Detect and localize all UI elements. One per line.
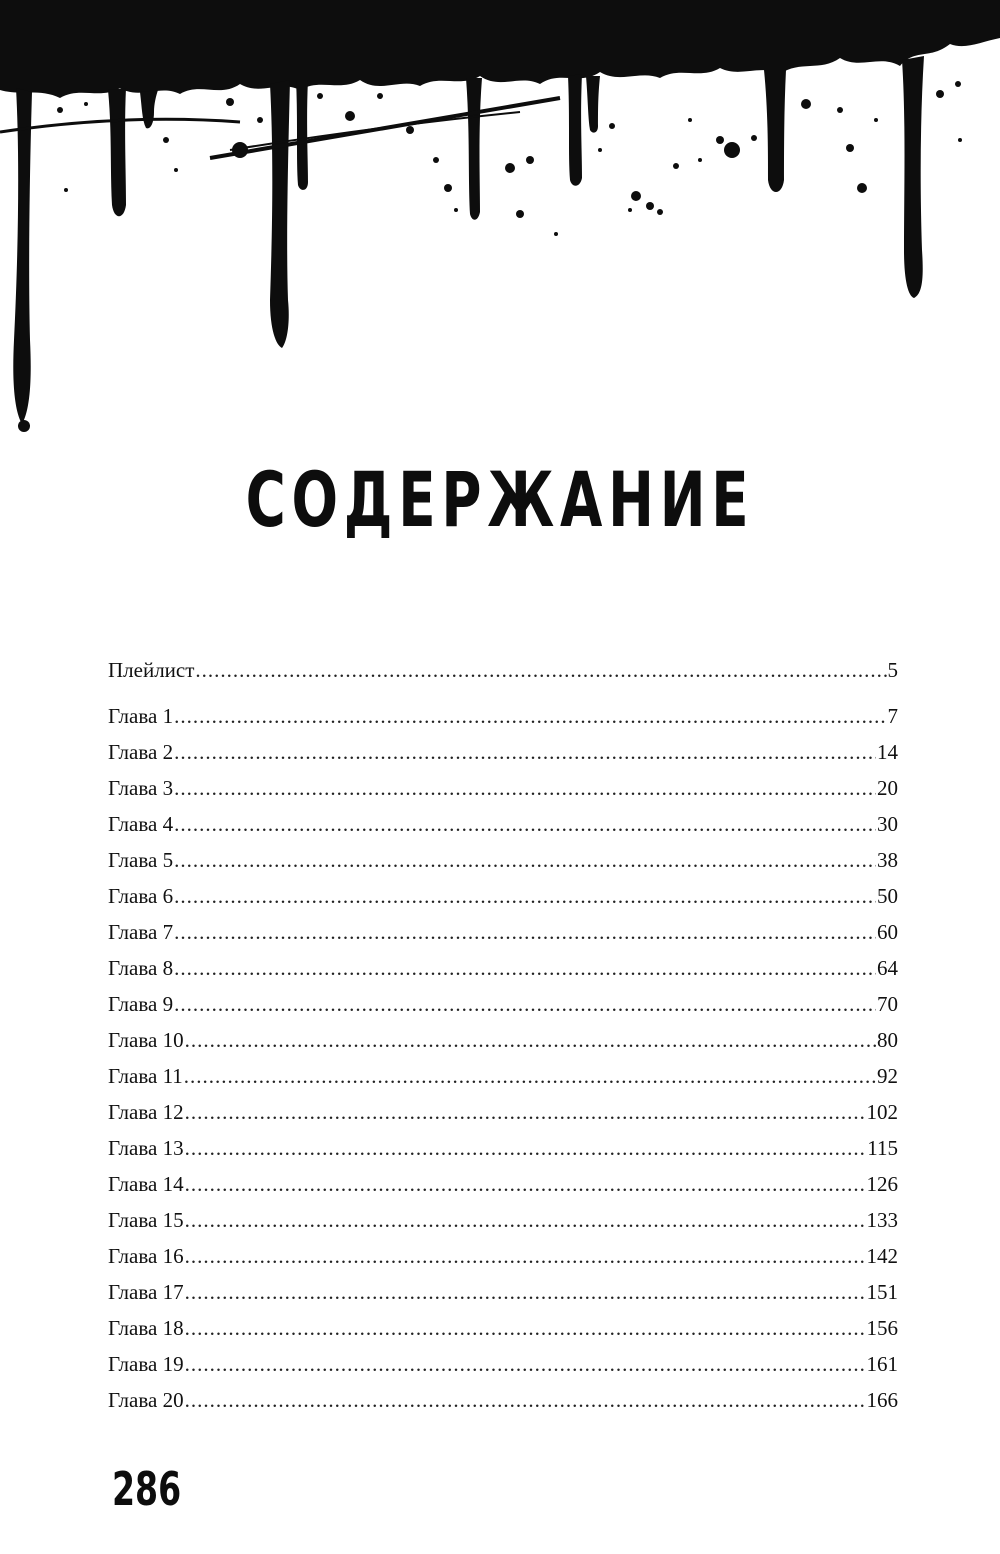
toc-page-number: 20 bbox=[877, 776, 898, 800]
toc-leader-dots bbox=[185, 1310, 866, 1346]
toc-row bbox=[108, 770, 898, 806]
toc-leader-dots bbox=[185, 1274, 866, 1310]
toc-leader-dots bbox=[174, 842, 876, 878]
toc-leader-dots bbox=[174, 986, 876, 1022]
toc-page-number: 5 bbox=[887, 658, 898, 682]
toc-label: Глава 6 bbox=[108, 884, 174, 908]
toc-page-number: 70 bbox=[877, 992, 898, 1016]
toc-page-number: 166 bbox=[866, 1388, 898, 1412]
toc-label: Глава 4 bbox=[108, 812, 174, 836]
toc-row bbox=[108, 878, 898, 914]
toc-label: Глава 9 bbox=[108, 992, 174, 1016]
toc-label: Глава 16 bbox=[108, 1244, 184, 1268]
page-title: СОДЕРЖАНИЕ bbox=[245, 455, 755, 544]
toc-leader-dots bbox=[184, 1058, 876, 1094]
toc-page-number: 151 bbox=[866, 1280, 898, 1304]
toc-label: Глава 17 bbox=[108, 1280, 184, 1304]
toc-row bbox=[108, 1238, 898, 1274]
toc-label: Глава 14 bbox=[108, 1172, 184, 1196]
toc-row bbox=[108, 1130, 898, 1166]
toc-leader-dots bbox=[185, 1346, 866, 1382]
toc-leader-dots bbox=[174, 734, 876, 770]
toc-label: Глава 13 bbox=[108, 1136, 184, 1160]
toc-label: Глава 11 bbox=[108, 1064, 183, 1088]
toc-label: Глава 10 bbox=[108, 1028, 184, 1052]
toc-leader-dots bbox=[174, 950, 876, 986]
toc-page-number: 50 bbox=[877, 884, 898, 908]
toc-leader-dots bbox=[174, 698, 886, 734]
toc-page-number: 38 bbox=[877, 848, 898, 872]
table-of-contents bbox=[108, 652, 898, 1418]
toc-label: Глава 2 bbox=[108, 740, 174, 764]
toc-page-number: 64 bbox=[877, 956, 898, 980]
toc-page-number: 30 bbox=[877, 812, 898, 836]
toc-page-number: 14 bbox=[877, 740, 898, 764]
ink-splatter-decoration bbox=[0, 0, 1000, 440]
toc-row bbox=[108, 1382, 898, 1418]
toc-row bbox=[108, 1274, 898, 1310]
toc-row bbox=[108, 652, 898, 688]
toc-leader-dots bbox=[174, 770, 876, 806]
toc-leader-dots bbox=[185, 1022, 876, 1058]
toc-page-number: 126 bbox=[866, 1172, 898, 1196]
toc-row bbox=[108, 734, 898, 770]
toc-row bbox=[108, 698, 898, 734]
toc-label: Глава 12 bbox=[108, 1100, 184, 1124]
toc-row bbox=[108, 1310, 898, 1346]
toc-row bbox=[108, 914, 898, 950]
page-number: 286 bbox=[112, 1462, 182, 1516]
toc-leader-dots bbox=[195, 652, 886, 688]
toc-page-number: 80 bbox=[877, 1028, 898, 1052]
toc-label: Глава 1 bbox=[108, 704, 174, 728]
toc-leader-dots bbox=[185, 1202, 866, 1238]
toc-row bbox=[108, 806, 898, 842]
toc-page-number: 115 bbox=[867, 1136, 898, 1160]
toc-page-number: 7 bbox=[887, 704, 898, 728]
toc-label: Глава 5 bbox=[108, 848, 174, 872]
toc-leader-dots bbox=[174, 806, 876, 842]
toc-label: Плейлист bbox=[108, 658, 195, 682]
toc-leader-dots bbox=[174, 914, 876, 950]
toc-label: Глава 8 bbox=[108, 956, 174, 980]
toc-page-number: 156 bbox=[866, 1316, 898, 1340]
toc-row bbox=[108, 842, 898, 878]
toc-leader-dots bbox=[185, 1238, 866, 1274]
toc-row bbox=[108, 1094, 898, 1130]
toc-label: Глава 7 bbox=[108, 920, 174, 944]
toc-leader-dots bbox=[174, 878, 876, 914]
toc-row bbox=[108, 1346, 898, 1382]
toc-label: Глава 3 bbox=[108, 776, 174, 800]
toc-label: Глава 20 bbox=[108, 1388, 184, 1412]
toc-row bbox=[108, 950, 898, 986]
toc-leader-dots bbox=[185, 1130, 867, 1166]
toc-row bbox=[108, 1202, 898, 1238]
toc-leader-dots bbox=[185, 1166, 866, 1202]
toc-row bbox=[108, 1022, 898, 1058]
toc-page-number: 92 bbox=[877, 1064, 898, 1088]
toc-leader-dots bbox=[185, 1382, 866, 1418]
toc-row bbox=[108, 1166, 898, 1202]
toc-row bbox=[108, 1058, 898, 1094]
toc-page-number: 60 bbox=[877, 920, 898, 944]
toc-label: Глава 18 bbox=[108, 1316, 184, 1340]
toc-row bbox=[108, 986, 898, 1022]
toc-label: Глава 19 bbox=[108, 1352, 184, 1376]
toc-label: Глава 15 bbox=[108, 1208, 184, 1232]
toc-page-number: 102 bbox=[866, 1100, 898, 1124]
toc-page-number: 161 bbox=[866, 1352, 898, 1376]
toc-leader-dots bbox=[185, 1094, 866, 1130]
toc-page-number: 133 bbox=[866, 1208, 898, 1232]
toc-page-number: 142 bbox=[866, 1244, 898, 1268]
